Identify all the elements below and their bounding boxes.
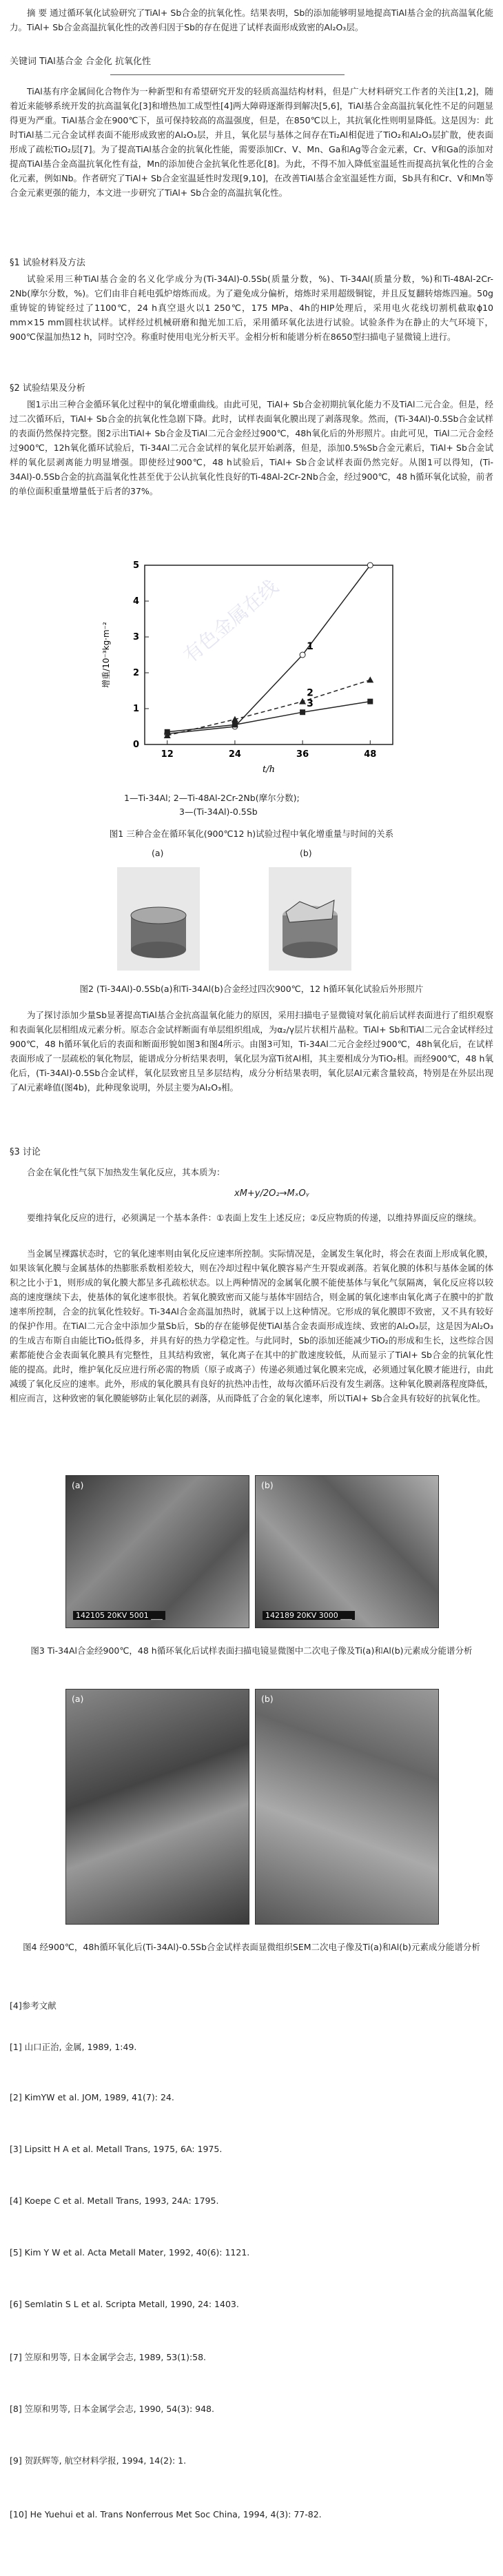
figure-2b-photo [269,867,351,971]
reference-item: [3] Lipsitt H A et al. Metall Trans, 1975, 6A: 1975. [10,2144,223,2154]
figure-1-caption: 图1 三种合金在循环氧化(900℃12 h)试验过程中氧化增重量与时间的关系 [109,829,394,839]
series-label: 3 [307,698,314,710]
series-line-3 [167,702,371,732]
section-2-body-2: 为了探讨添加少量Sb显著提高TiAl基合金抗高温氧化能力的原因，采用扫描电子显微镜对氧化前后试样表面进行了组织观察和表面氧化层相组成元素分析。原态合金试样断面有单层组织组成，为α₂/γ层片状相片晶粒。TiAl+ Sb和TiAl二元合金试样经过900℃，48 h循环氧化后的表面和断面形貌如图3和图4所示。由图3可知，Ti-34Al二元合金经过900℃，48h氧化后，在试样表面形成了一层疏松的氧化物层，能谱成分分析结果表明，氧化层为富Ti贫Al相，其主要相成分为TiO₂相。而经900℃，48 h氧化后，(Ti-34Al)-0.5Sb合金试样，氧化层致密且呈多层结构，成分分析结果表明，氧化层Al元素含量较高，特别是在外层出现了Al元素峰值(图4b)，此种现象说明，外层主要为Al₂O₃相。 [10,1010,493,1093]
y-tick-label: 4 [132,596,139,607]
series-line-1 [167,565,371,733]
x-tick-label: 48 [364,749,377,760]
figure-1-chart [96,558,420,786]
x-tick-label: 36 [296,749,309,760]
reference-item: [10] He Yuehui et al. Trans Nonferrous Met Soc China, 1994, 4(3): 77-82. [10,2509,322,2519]
data-point [300,709,305,715]
series-label: 2 [307,687,314,699]
y-axis-label: 增重/10⁻³kg·m⁻² [101,622,111,688]
x-tick-label: 24 [228,749,241,760]
figure-4-caption: 图4 经900℃，48h循环氧化后(Ti-34Al)-0.5Sb合金试样表面显微组织SEM二次电子像及Ti(a)和Al(b)元素成分能谱分析 [23,1942,480,1952]
figure-3-caption: 图3 Ti-34Al合金经900℃，48 h循环氧化后试样表面扫描电镜显微图中二次电子像及Ti(a)和Al(b)元素成分能谱分析 [30,1645,473,1656]
data-point [367,676,373,682]
data-point [300,652,305,658]
data-point [232,722,238,727]
reference-item: [9] 贺跃辉等, 航空材料学报, 1994, 14(2): 1. [10,2455,187,2466]
section-3-title: §3 讨论 [10,1147,41,1157]
y-tick-label: 1 [132,704,139,714]
figure-3-label-b: (b) [261,1480,274,1490]
section-3-paragraph-2: 要维持氧化反应的进行，必须满足一个基本条件：①表面上发生上述反应；②反应物质的传递，以维持界面反应的继续。 [27,1213,482,1223]
section-2-title: §2 试验结果及分析 [10,383,85,394]
figure-2-caption: 图2 (Ti-34Al)-0.5Sb(a)和Ti-34Al(b)合金经过四次900℃，12 h循环氧化试验后外形照片 [79,984,424,994]
plot-frame [145,565,393,744]
reference-item: [6] Semlatin S L et al. Scripta Metall, 1990, 24: 1403. [10,2299,239,2309]
y-tick-label: 5 [132,560,139,571]
figure-1-legend-line1: 1—Ti-34Al; 2—Ti-48Al-2Cr-2Nb(摩尔分数); [124,793,300,803]
reference-item: [4] Koepe C et al. Metall Trans, 1993, 24A: 1795. [10,2195,219,2206]
y-tick-label: 0 [132,740,139,750]
introduction: TiAl基有序金属间化合物作为一种新型和有希望研究开发的轻质高温结构材料，但是广大材料研究工作者的关注[1,2]，随着近来能够系统开发的抗高温氧化[3]和增热加工成型性[4]两大障碍逐渐得到解决[5,6]，TiAl基合金高温抗氧化性不足的问题显得更为严重。TiAl基合金在900℃下，虽可保持较高的高温强度，但是，在850℃以上，其抗氧化性则明显降低。这是因为：此时TiAl基二元合金试样表面不能形成致密的Al₂O₃层，并且，氧化层与基体之间存在Ti₂Al相促进了TiO₂和Al₂O₃层扩散，使表面形成了疏松TiO₂层[7]。为了提高TiAl基合金的抗氧化性能，需要添加Cr、V、Mn、Ga和Ag等合金元素，Cr、V和Ga的添加对提高TiAl基合金高温抗氧化性有益，Mn的添加使合金抗氧化性恶化[8]。为此，不得不加入降低室温延性而提高抗氧化性的合金化元素，例如Nb。作者研究了TiAl+ Sb合金室温延性时发现[9,10]，在改善TiAl基合金室温延性方面，Sb具有和Cr、V和Mn等合金元素更强的能力，本文进一步研究了TiAl+ Sb合金的高温抗氧化性。 [10,86,493,198]
divider [110,74,345,75]
series-label: 1 [307,641,314,652]
abstract: 摘 要 通过循环氧化试验研究了TiAl+ Sb合金的抗氧化性。结果表明，Sb的添加能够明显地提高TiAl基合金的抗高温氧化能力。TiAl+ Sb合金高温抗氧化性的改善归因于Sb的存在促进了试样表面形成致密的Al₂O₃层。 [10,8,493,32]
keywords: 关键词 TiAl基合金 合金化 抗氧化性 [10,57,152,67]
references-title: [4]参考文献 [10,2000,57,2011]
section-1-title: §1 试验材料及方法 [10,258,85,268]
figure-3-label-a: (a) [72,1480,84,1490]
series-line-2 [167,680,371,736]
section-1-body: 试验采用三种TiAl基合金的名义化学成分为(Ti-34Al)-0.5Sb(质量分数，%)、Ti-34Al(质量分数，%)和Ti-48Al-2Cr-2Nb(摩尔分数，%)。它们由非自耗电弧炉熔炼而成。为了避免成分偏析，熔炼时采用超级铜锭，并且反复翻转熔炼四遍。50g重铸锭的铸锭经过了1100℃，24 h真空退火以1 250℃，175 MPa、4h的HIP处理后，采用电火花线切割机截取ϕ10 mm×15 mm圆柱状试样。试样经过机械研磨和抛光加工后，采用循环氧化法进行试验。试验条件为在静止的大气环境下，900℃保温加热12 h，同时空冷。称重时使用电光分析天平。金相分析和能谱分析在8650型扫描电子显微镜上进行。 [10,274,493,342]
figure-4-label-b: (b) [261,1694,274,1704]
figure-4b-micrograph [255,1689,439,1925]
x-tick-label: 12 [161,749,174,760]
figure-4a-micrograph [65,1689,249,1925]
figure-3a-scale: 142105 20KV 5001 ___ [73,1611,165,1620]
figure-3a-micrograph [65,1475,249,1628]
data-point [367,699,373,704]
x-axis-label: t/h [263,764,275,775]
section-3-paragraph-1: 合金在氧化性气氛下加热发生氧化反应，其本质为： [27,1167,225,1177]
reference-item: [8] 笠原和男等, 日本金属学会志, 1990, 54(3): 948. [10,2404,214,2414]
figure-2-label-a: (a) [152,848,164,858]
data-point [165,729,170,735]
y-tick-label: 3 [132,632,139,642]
reaction-formula: xM+y/2O₂→MₓOᵧ [234,1188,309,1199]
y-tick-label: 2 [132,668,139,678]
figure-2-label-b: (b) [300,848,312,858]
reference-item: [1] 山口正治, 金属, 1989, 1:49. [10,2042,137,2052]
reference-item: [2] KimYW et al. JOM, 1989, 41(7): 24. [10,2092,174,2102]
figure-4-label-a: (a) [72,1694,84,1704]
figure-2a-photo [117,867,200,971]
watermark: 有色金属在线 [179,575,283,667]
data-point [367,562,373,568]
section-2-body: 图1示出三种合金循环氧化过程中的氧化增重曲线。由此可见，TiAl+ Sb合金初期抗氧化能力不及TiAl二元合金。但是，经过二次循环后，TiAl+ Sb合金的抗氧化性急剧下降。此时，试样表面氧化膜出现了剥落现象。然而，(Ti-34Al)-0.5Sb合金试样的表面仍然保持完整。图2示出TiAl+ Sb合金及TiAl二元合金经过900℃，48h氧化后的外形照片。由此可见，TiAl二元合金经过900℃，12h氧化循环试验后，Ti-34Al二元合金试样的氧化层开始剥落，但是，添加0.5%Sb合金元素后，TiAl+ Sb合金试样的氧化层剥离能力明显增强。即使经过900℃，48 h试验后，TiAl+ Sb合金试样表面仍然完好。从图1可以得知，(Ti-34Al)-0.5Sb合金的抗高温氧化性甚至优于公认抗氧化性良好的Ti-48Al-2Cr-2Nb合金，经过900℃，48 h循环氧化试验，前者的单位面积重量增量低于后者的37%。 [10,399,493,496]
section-3-paragraph-3: 当金属呈裸露状态时，它的氧化速率则由氧化反应速率所控制。实际情况是，金属发生氧化时，将会在表面上形成氧化膜，如果该氧化膜与金属基体的热膨胀系数相差较大，则在冷却过程中氧化膜容易产生开裂或剥落。若氧化膜的体积与基体金属的体积之比小于1，则形成的氧化膜大都呈多孔疏松状态。以上两种情况的金属氧化膜不能使基体与氧化气氛隔离，氧化反应将以较高的速度继续下去，使基体的氧化速率很快。若氧化膜致密而又能与基体牢固结合，则金属的氧化速率由氧化离子在膜中的扩散速率所控制，合金的抗氧化性较好。Ti-34Al合金高温加热时，就属于以上这种情况。它形成的氧化膜即不致密，又不具有较好的保护作用。在TiAl二元合金中添加少量Sb后，Sb的存在能够促使TiAl基合金表面形成连续、致密的Al₂O₃层，这是因为Al₂O₃的生成吉布斯自由能比TiO₂低得多，并具有好的热力学稳定性。与此同时，Sb的添加还能减少TiO₂的形成和生长，这些综合因素都能使合金表面氧化膜具有完整性，且其结构致密，氧化离子在其中的扩散速度较低，从而显示了TiAl+ Sb合金的抗氧化性能的提高。此时，维护氧化反应进行所必需的物质（原子或离子）传递必须通过氧化膜来完成，必须通过氧化膜才能进行，由此减缓了氧化反应的速率。此外，形成的氧化膜具有良好的抗热冲击性，故每次循环后没有发生剥落。这种氧化膜剥落程度降低，相应而言，这种致密的氧化膜能够防止氧化层的剥落，从而降低了合金的氧化速率，所以TiAl+ Sb合金具有较好的抗氧化性。 [10,1248,493,1403]
figure-3b-micrograph [255,1475,439,1628]
figure-1-legend-line2: 3—(Ti-34Al)-0.5Sb [179,807,258,817]
reference-item: [7] 笠原和男等, 日本金属学会志, 1989, 53(1):58. [10,2352,207,2362]
reference-item: [5] Kim Y W et al. Acta Metall Mater, 1992, 40(6): 1121. [10,2247,250,2258]
figure-3b-scale: 142189 20KV 3000 ___ [263,1611,355,1620]
